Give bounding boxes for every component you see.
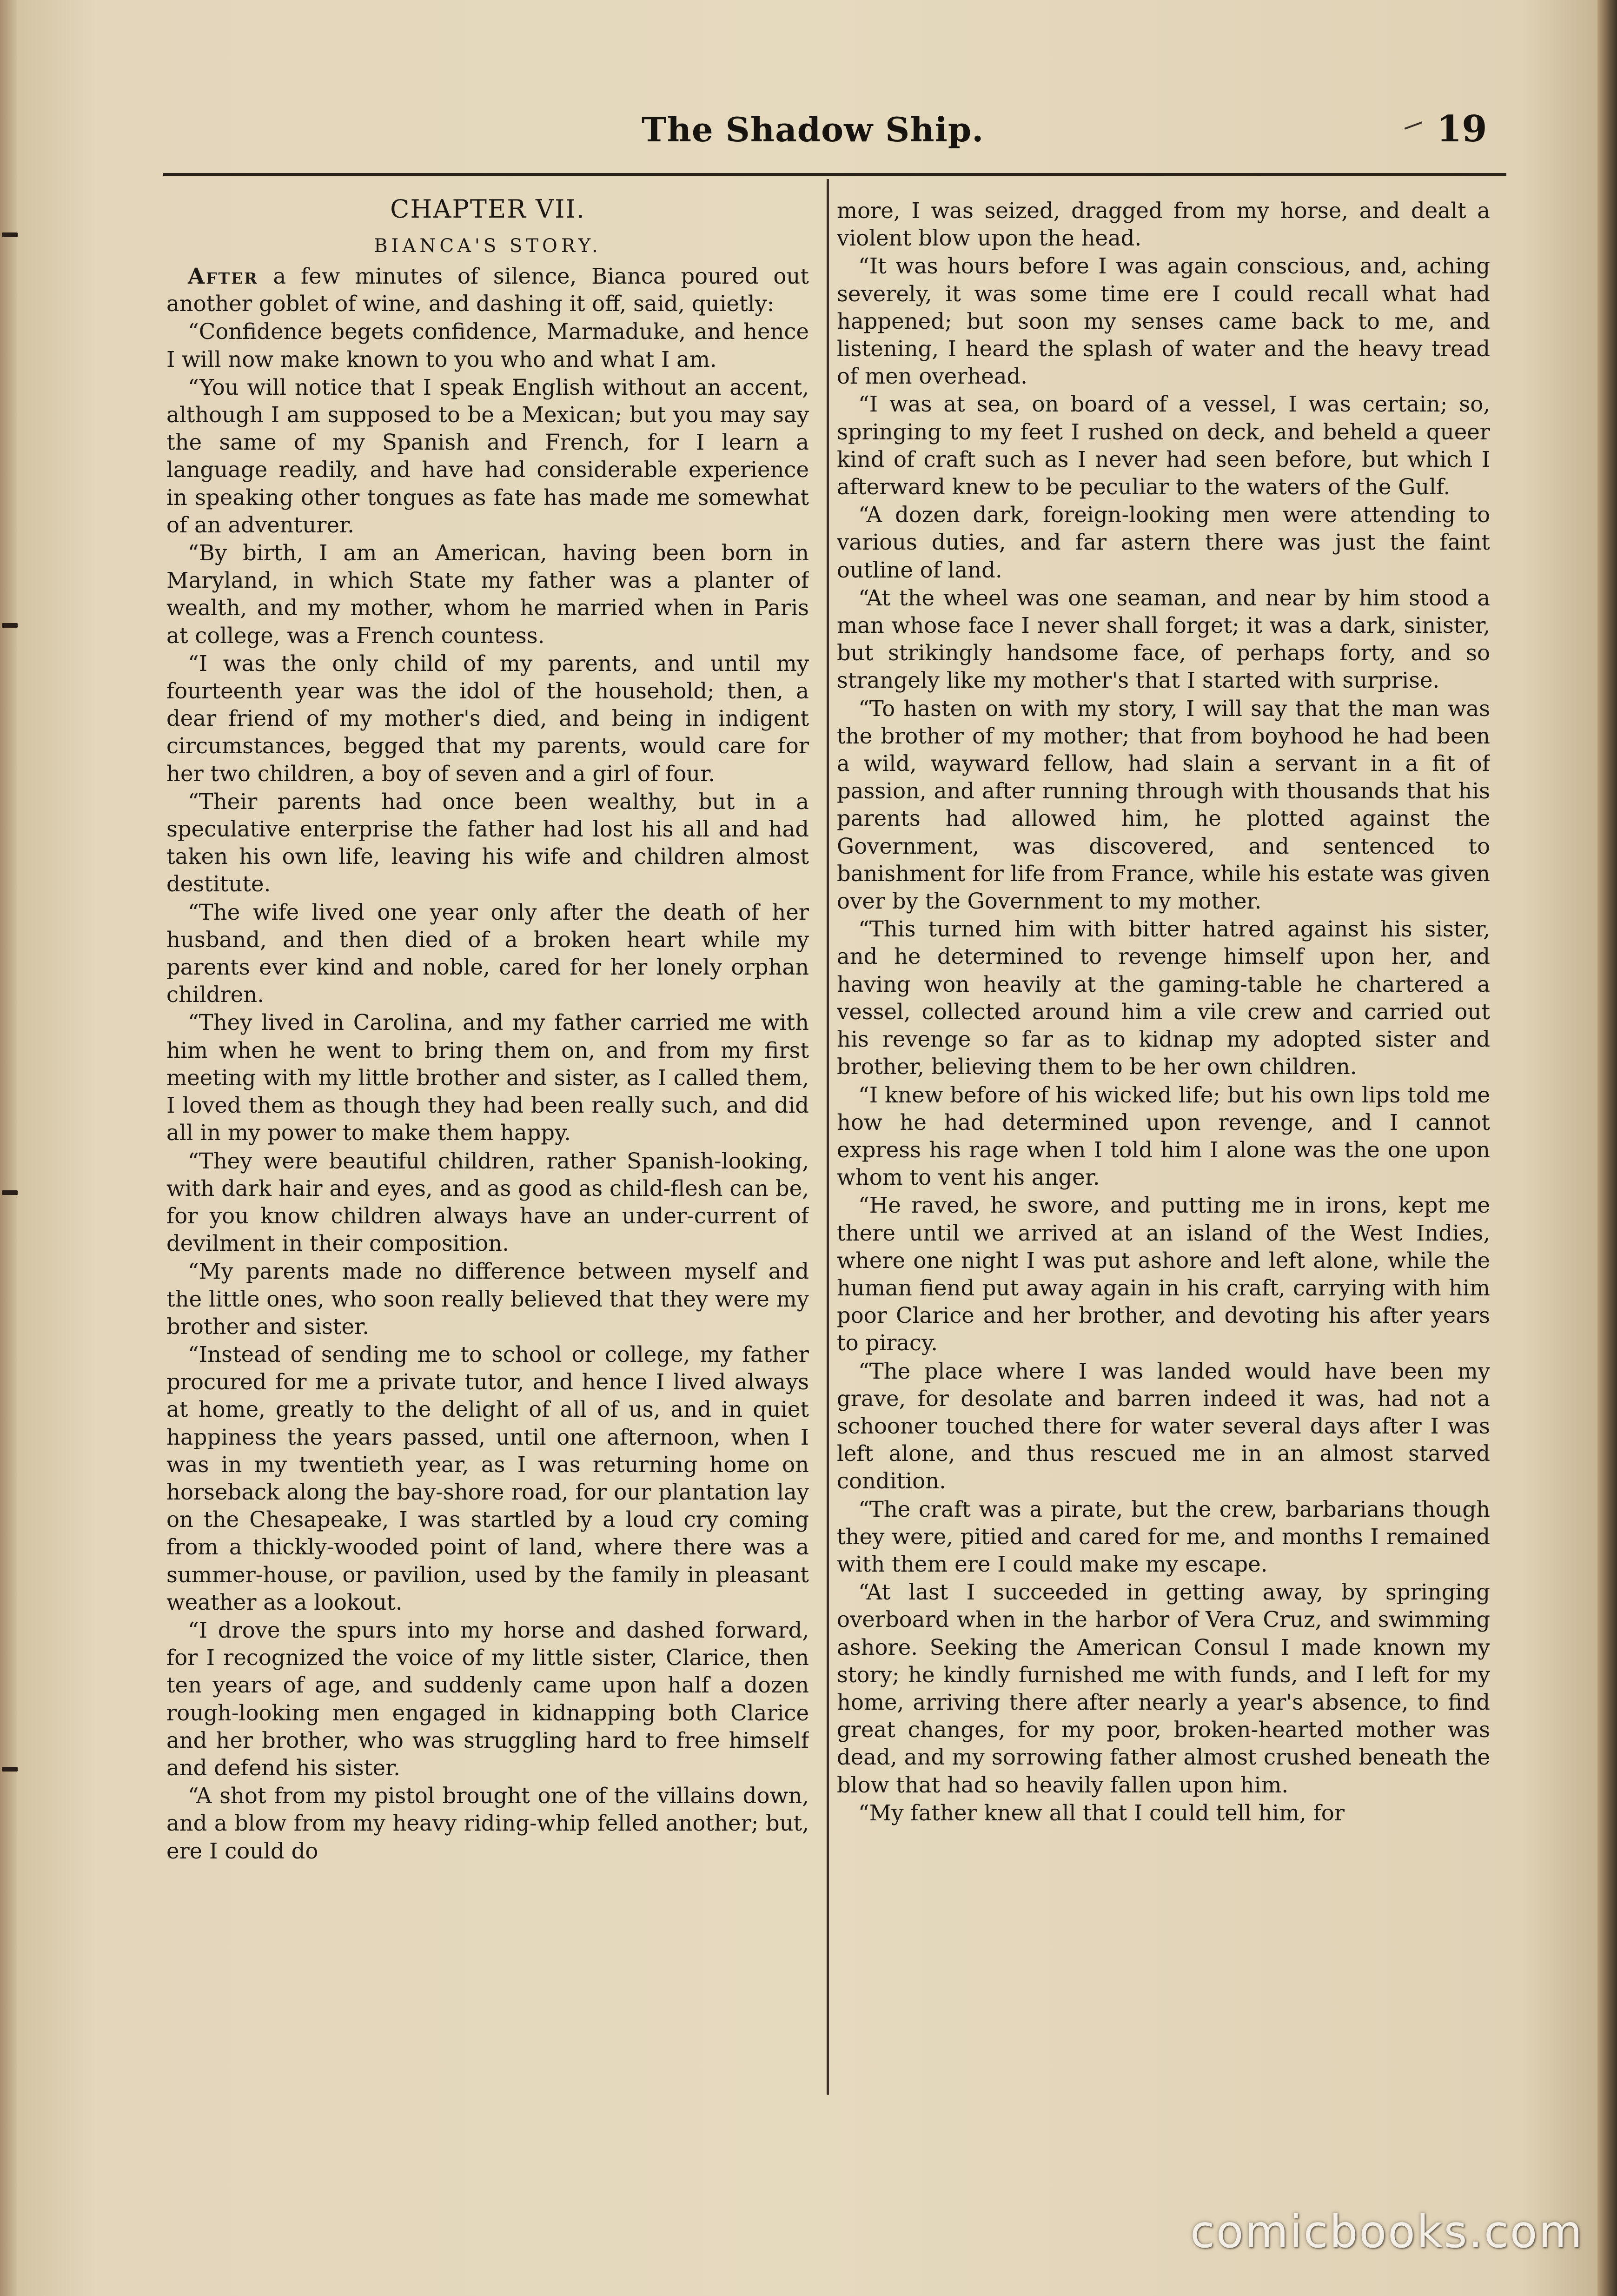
binding-stitch — [2, 1190, 18, 1195]
paragraph: “They were beautiful children, rather Spanish-looking, with dark hair and eyes, and as good as child-flesh can be, for you know children always have an under-current of devilment in their composition. — [166, 1148, 809, 1256]
paragraph: “I drove the spurs into my horse and dashed forward, for I recognized the voice of my little sister, Clarice, then ten years of age, and suddenly came upon half a dozen rough-looking men engaged in kidnapping both Clarice and her brother, who was struggling hard to free himself and defend his sister. — [166, 1617, 809, 1780]
header-rule — [163, 173, 1506, 176]
paragraph: “I was the only child of my parents, and until my fourteenth year was the idol of the household; then, a dear friend of my mother's died, and being in indigent circumstances, begged that my parents, would care for her two children, a boy of seven and a girl of four. — [166, 650, 809, 786]
paragraph: “This turned him with bitter hatred against his sister, and he determined to revenge himself upon her, and having won heavily at the gaming-table he chartered a vessel, collected around him a vile crew and carried out his revenge so far as to kidnap my adopted sister and brother, believing them to be her own children. — [837, 916, 1490, 1080]
paragraph: “You will notice that I speak English without an accent, although I am supposed to be a Mexican; but you may say the same of my Spanish and French, for I learn a language readily, and have had considerable experience in speaking other tongues as fate has made me somewhat of an adventurer. — [166, 374, 809, 538]
right-column — [837, 197, 1490, 2150]
page-edge-shadow — [1597, 0, 1617, 2296]
paragraph: “At the wheel was one seaman, and near by him stood a man whose face I never shall forget; it was a dark, sinister, but strikingly handsome face, of perhaps forty, and so strangely like my mother's that I started with surprise. — [837, 585, 1490, 693]
paragraph: “Confidence begets confidence, Marmaduke, and hence I will now make known to you who and what I am. — [166, 319, 809, 372]
paragraph: “The wife lived one year only after the death of her husband, and then died of a broken heart while my parents ever kind and noble, cared for her lonely orphan children. — [166, 899, 809, 1008]
opening-paragraph — [166, 262, 809, 318]
paragraph: “The craft was a pirate, but the crew, barbarians though they were, pitied and cared for me, and months I remained with them ere I could make my escape. — [837, 1496, 1490, 1577]
continued-paragraph: more, I was seized, dragged from my horse, and dealt a violent blow upon the head. — [837, 198, 1490, 251]
paragraph: “My parents made no difference between myself and the little ones, who soon really believed that they were my brother and sister. — [166, 1259, 809, 1339]
paragraph: “Their parents had once been wealthy, but in a speculative enterprise the father had lost his all and had taken his own life, leaving his wife and children almost destitute. — [166, 789, 809, 897]
binding-stitch — [2, 1767, 18, 1772]
paragraph: “I was at sea, on board of a vessel, I was certain; so, springing to my feet I rushed on deck, and beheld a queer kind of craft such as I never had seen before, but which I afterward knew to be peculiar to the waters of the Gulf. — [837, 392, 1490, 500]
paragraph: “My father knew all that I could tell him, for — [858, 1800, 1345, 1825]
paragraph: “A dozen dark, foreign-looking men were attending to various duties, and far astern there was just the faint outline of land. — [837, 502, 1490, 583]
binding-stitch — [2, 623, 18, 628]
site-watermark: comicbooks.com — [1190, 2206, 1584, 2258]
opening-paragraph-text: a few minutes of silence, Bianca poured out another goblet of wine, and dashing it off, said, quietly: — [166, 264, 809, 317]
binding-stitch — [2, 232, 18, 237]
paragraph: “At last I succeeded in getting away, by springing overboard when in the harbor of Vera Cruz, and swimming ashore. Seeking the American Consul I made known my story; he kindly furnished me with funds, and I left for my home, arriving there after nearly a year's absence, to find great changes, for my poor, broken-hearted mother was dead, and my sorrowing father almost crushed beneath the blow that had so heavily fallen upon him. — [837, 1579, 1490, 1798]
column-divider — [827, 179, 829, 2095]
page-number: 19 — [1437, 108, 1487, 150]
paragraph: “A shot from my pistol brought one of the villains down, and a blow from my heavy riding-whip felled another; but, ere I could do — [166, 1783, 809, 1864]
binding-edge — [0, 0, 17, 2296]
paragraph: “To hasten on with my story, I will say that the man was the brother of my mother; that from boyhood he had been a wild, wayward fellow, had slain a servant in a fit of passion, and after running through with thousands that his parents had allowed him, he plotted against the Government, was discovered, and sentenced to banishment for life from France, while his estate was given over by the Government to my mother. — [837, 696, 1490, 914]
running-header-title: The Shadow Ship. — [642, 110, 984, 149]
paragraph: “I knew before of his wicked life; but his own lips told me how he had determined upon revenge, and I cannot express his rage when I told him I alone was the one upon whom to vent his anger. — [837, 1082, 1490, 1190]
opening-word: After — [188, 263, 258, 289]
paragraph: “They lived in Carolina, and my father carried me with him when he went to bring them on, and from my first meeting with my little brother and sister, as I called them, I loved them as though they had been really such, and did all in my power to make them happy. — [166, 1010, 809, 1146]
paragraph: “It was hours before I was again conscious, and, aching severely, it was some time ere I could recall what had happened; but soon my senses came back to me, and listening, I heard the splash of water and the heavy tread of men overhead. — [837, 253, 1490, 389]
paragraph: “He raved, he swore, and putting me in irons, kept me there until we arrived at an island of the West Indies, where one night I was put ashore and left alone, while the human fiend put away again in his craft, carrying with him poor Clarice and her brother, and devoting his after years to piracy. — [837, 1193, 1490, 1356]
left-column — [166, 184, 809, 2137]
paragraph: “The place where I was landed would have been my grave, for desolate and barren indeed it was, had not a schooner touched there for water several days after I was left alone, and thus rescued me in an almost starved condition. — [837, 1358, 1490, 1494]
chapter-heading: CHAPTER VII. — [390, 194, 585, 224]
chapter-subtitle: BIANCA'S STORY. — [374, 235, 602, 257]
paragraph: “By birth, I am an American, having been born in Maryland, in which State my father was a planter of wealth, and my mother, whom he married when in Paris at college, was a French countess. — [166, 540, 809, 648]
paragraph: “Instead of sending me to school or college, my father procured for me a private tutor, and hence I lived always at home, greatly to the delight of all of us, and in quiet happiness the years passed, until one afternoon, when I was in my twentieth year, as I was returning home on horseback along the bay-shore road, for our plantation lay on the Chesapeake, I was startled by a loud cry coming from a thickly-wooded point of land, where there was a summer-house, or pavilion, used by the family in pleasant weather as a lookout. — [166, 1341, 809, 1615]
